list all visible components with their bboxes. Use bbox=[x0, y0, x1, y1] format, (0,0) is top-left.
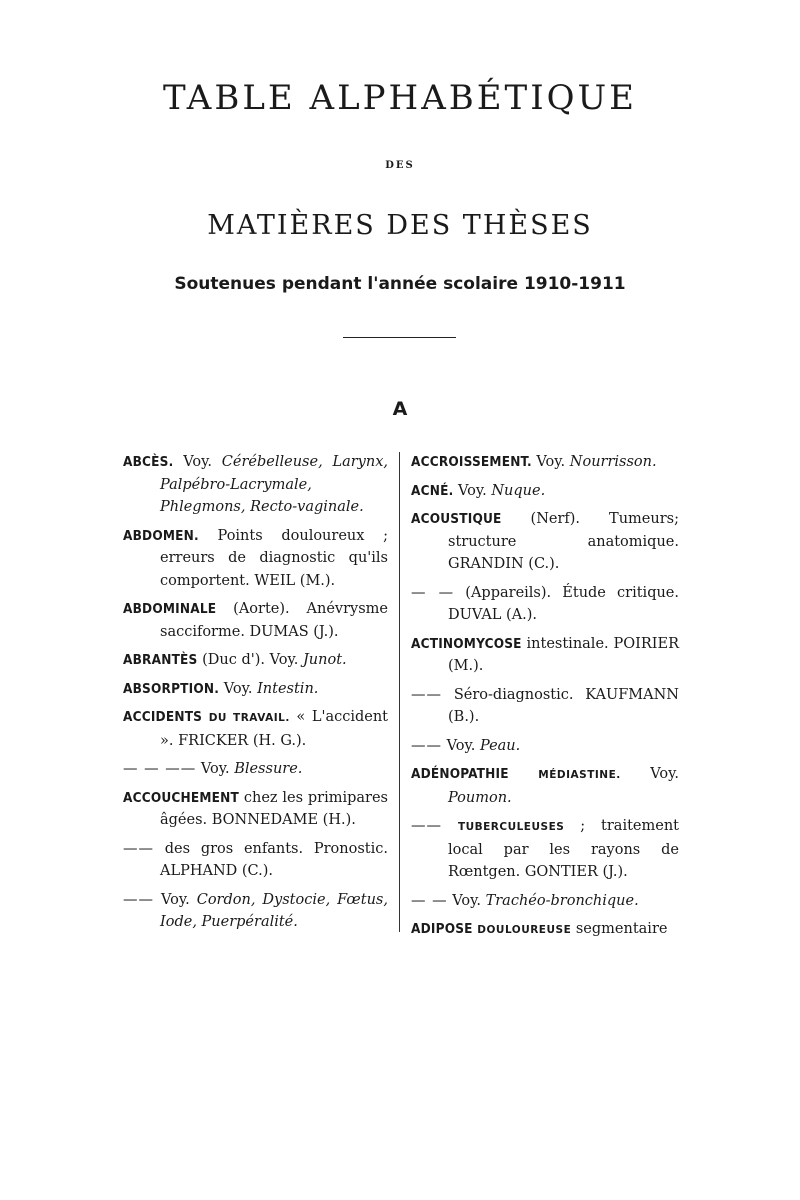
entry-headword: ACCIDENTS bbox=[123, 709, 203, 725]
index-entry: ABRANTÈS (Duc d'). Voy. Junot. bbox=[123, 652, 347, 668]
page-subtitle: MATIÈRES DES THÈSES bbox=[207, 210, 593, 241]
qualifier: MÉDIASTINE. bbox=[538, 769, 621, 781]
repeat-dash: — — bbox=[411, 892, 448, 909]
index-entry: ACCOUCHEMENT chez les primipares âgées. BONNEDAME (H.). bbox=[123, 789, 388, 828]
cross-reference: Poumon. bbox=[448, 789, 512, 806]
entry-headword: ADIPOSE bbox=[411, 921, 473, 937]
entry-headword: ABDOMEN. bbox=[123, 527, 199, 544]
repeat-dash: —— bbox=[411, 737, 442, 754]
entry-headword: ACCOUCHEMENT bbox=[123, 789, 240, 806]
repeat-dash: —— bbox=[411, 818, 442, 834]
cross-reference: Junot. bbox=[302, 652, 347, 668]
academic-year-line: Soutenues pendant l'année scolaire 1910-1911 bbox=[174, 274, 626, 294]
index-entry: ACCIDENTS DU TRAVAIL. « L'accident ». FRICKER (H. G.). bbox=[123, 709, 388, 749]
column-divider bbox=[399, 452, 400, 932]
right-column bbox=[411, 451, 679, 948]
repeat-dash: —— bbox=[123, 891, 154, 908]
index-entry: ADIPOSE DOULOUREUSE segmentaire bbox=[411, 921, 668, 937]
index-entry: —— Voy. Cordon, Dystocie, Fœtus, Iode, Puerpéralité. bbox=[123, 891, 388, 930]
des-label: DES bbox=[385, 160, 415, 171]
title-rule bbox=[343, 337, 456, 338]
cross-reference: Nourrisson. bbox=[569, 454, 657, 470]
entry-headword: ABDOMINALE bbox=[123, 601, 217, 617]
qualifier: TUBERCULEUSES bbox=[457, 821, 565, 833]
index-entry: ABSORPTION. Voy. Intestin. bbox=[123, 680, 319, 697]
index-entry: ACCROISSEMENT. Voy. Nourrisson. bbox=[411, 454, 657, 470]
index-entry: —— Séro-diagnostic. KAUFMANN (B.). bbox=[411, 686, 679, 725]
index-entry: —— des gros enfants. Pronostic. ALPHAND (C.). bbox=[123, 840, 388, 879]
entry-headword: ACCROISSEMENT. bbox=[411, 454, 532, 470]
qualifier: DOULOUREUSE bbox=[477, 924, 572, 936]
entry-headword: ABCÈS. bbox=[123, 454, 174, 470]
page-title: TABLE ALPHABÉTIQUE bbox=[162, 78, 638, 118]
index-entry: ACTINOMYCOSE intestinale. POIRIER (M.). bbox=[411, 635, 679, 674]
cross-reference: Peau. bbox=[479, 737, 521, 754]
index-entry: — — (Appareils). Étude critique. DUVAL (A.). bbox=[411, 584, 679, 623]
entry-headword: ABSORPTION. bbox=[123, 680, 220, 697]
entry-headword: ABRANTÈS bbox=[123, 652, 198, 668]
repeat-dash: — — —— bbox=[123, 761, 197, 777]
entry-headword: ACOUSTIQUE bbox=[411, 511, 502, 527]
cross-reference: Blessure. bbox=[234, 761, 303, 777]
index-entry: ABDOMEN. Points douloureux ; erreurs de diagnostic qu'ils comportent. WEIL (M.). bbox=[123, 527, 388, 589]
qualifier: DU TRAVAIL. bbox=[208, 712, 290, 724]
cross-reference: Intestin. bbox=[257, 680, 319, 697]
left-column bbox=[123, 451, 388, 940]
entry-headword: ACNÉ. bbox=[411, 482, 454, 499]
index-entry: ABCÈS. Voy. Cérébelleuse, Larynx, Palpébro-Lacrymale, Phlegmons, Recto-vaginale. bbox=[123, 454, 388, 515]
index-entry: ACNÉ. Voy. Nuque. bbox=[411, 482, 546, 499]
repeat-dash: —— bbox=[411, 686, 442, 703]
index-entry: —— TUBERCULEUSES ; traitement local par les rayons de Rœntgen. GONTIER (J.). bbox=[411, 818, 679, 880]
index-entry: ACOUSTIQUE (Nerf). Tumeurs; structure anatomique. GRANDIN (C.). bbox=[411, 511, 679, 572]
index-entry: ABDOMINALE (Aorte). Anévrysme sacciforme. DUMAS (J.). bbox=[123, 601, 388, 640]
index-entry: —— Voy. Peau. bbox=[411, 737, 521, 754]
entry-headword: ADÉNOPATHIE bbox=[411, 766, 509, 782]
cross-reference: Cordon, Dystocie, Fœtus, Iode, Puerpéralité. bbox=[160, 891, 388, 930]
cross-reference: Trachéo-bronchique. bbox=[485, 892, 639, 909]
repeat-dash: — — bbox=[411, 584, 455, 601]
index-entry: — — Voy. Trachéo-bronchique. bbox=[411, 892, 639, 909]
cross-reference: Cérébelleuse, Larynx, Palpébro-Lacrymale, Phlegmons, Recto-vaginale. bbox=[160, 454, 388, 515]
index-entry: — — —— Voy. Blessure. bbox=[123, 761, 303, 777]
repeat-dash: —— bbox=[123, 840, 154, 857]
cross-reference: Nuque. bbox=[491, 482, 546, 499]
index-entry: ADÉNOPATHIE MÉDIASTINE. Voy. Poumon. bbox=[411, 766, 680, 806]
entry-headword: ACTINOMYCOSE bbox=[411, 635, 522, 652]
section-letter: A bbox=[392, 398, 408, 420]
